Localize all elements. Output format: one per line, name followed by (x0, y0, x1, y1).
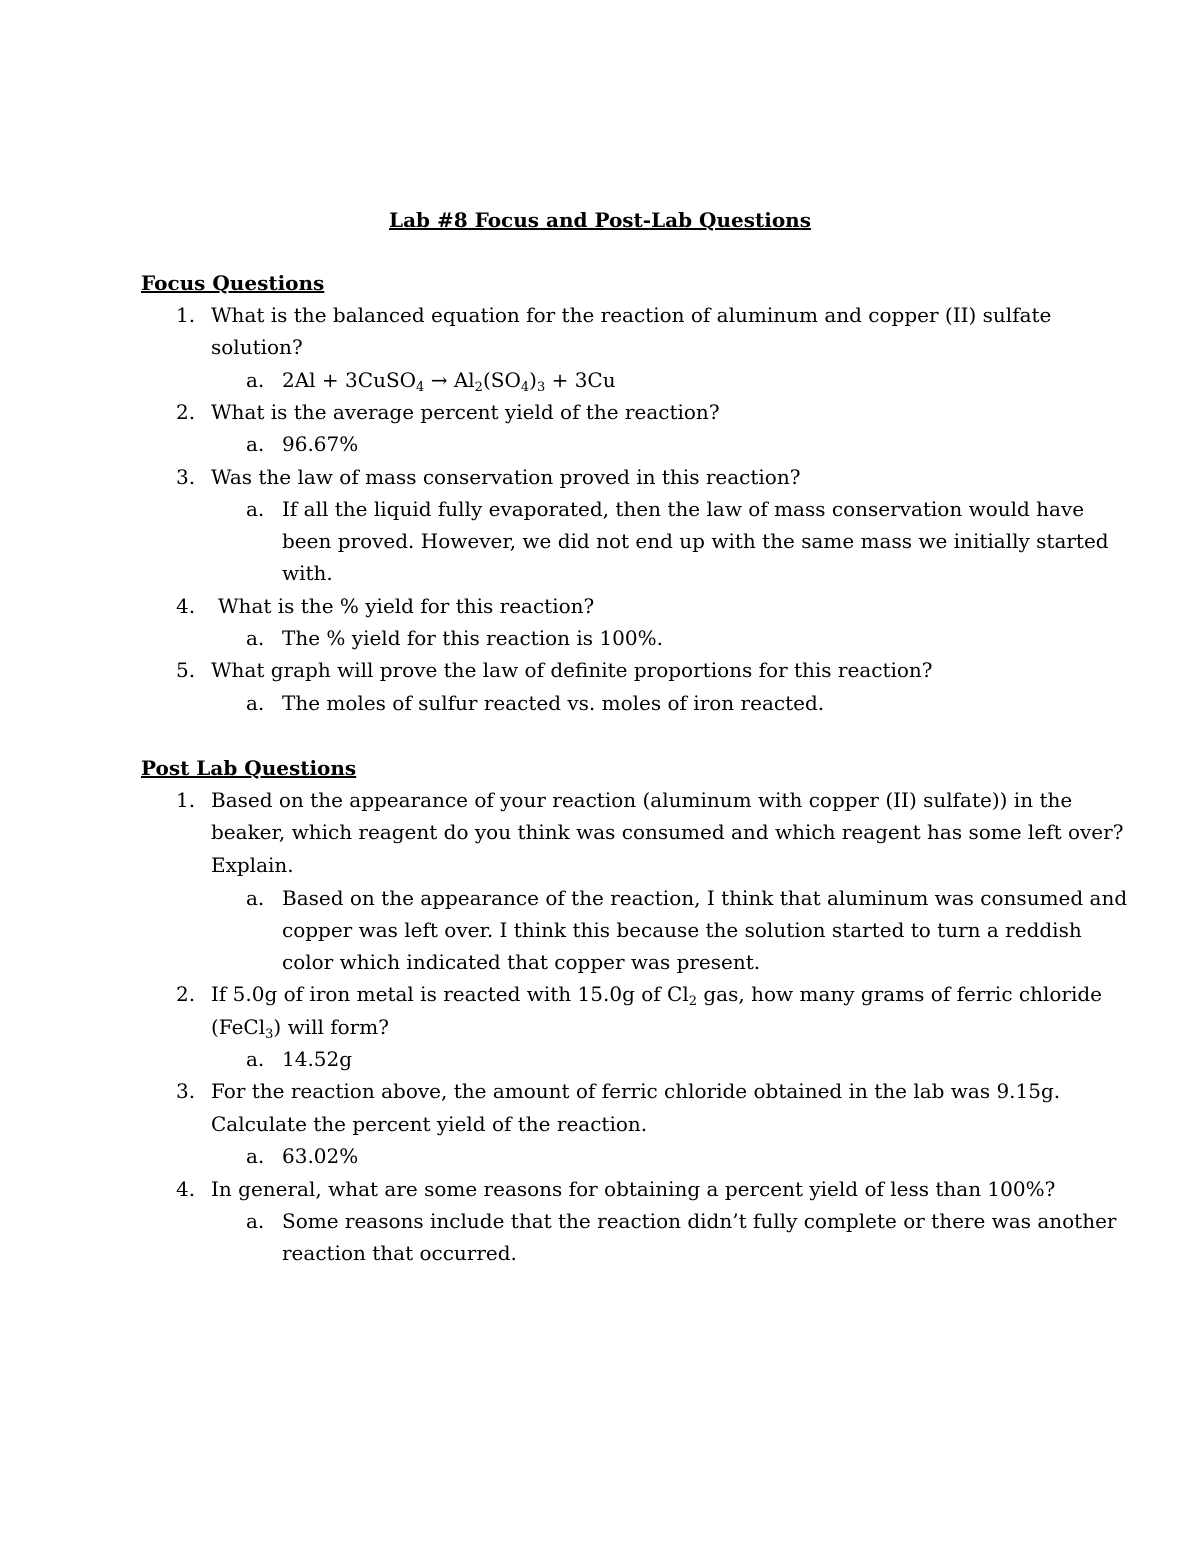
focus-q4-answer-label: a. (246, 626, 265, 650)
post-q4-text: In general, what are some reasons for obtaining a percent yield of less than 100%? (211, 1177, 1056, 1201)
focus-q3-number: 3. (176, 465, 196, 489)
post-q4-number: 4. (176, 1177, 196, 1201)
focus-q4-answer: The % yield for this reaction is 100%. (282, 626, 663, 650)
post-q3-answer-label: a. (246, 1144, 265, 1168)
post-q4-answer-line2: reaction that occurred. (282, 1241, 517, 1265)
post-q3-answer: 63.02% (282, 1144, 359, 1168)
post-q2-text-line1: If 5.0g of iron metal is reacted with 15.0g of $Cl_2$ gas, how many grams of ferric chloride (211, 982, 1103, 1009)
post-q2-answer: 14.52g (282, 1047, 353, 1071)
focus-q5-answer-label: a. (246, 691, 265, 715)
post-lab-questions-heading: Post Lab Questions (141, 756, 357, 780)
post-q2-text-line2: (FeCl$_3$) will form? (211, 1015, 389, 1042)
post-q4-answer-label: a. (246, 1209, 265, 1233)
post-q1-answer-line1: Based on the appearance of the reaction, I think that aluminum was consumed and (282, 886, 1128, 910)
post-q3-text-line2: Calculate the percent yield of the reaction. (211, 1112, 648, 1136)
focus-q1-text-line1: What is the balanced equation for the reaction of aluminum and copper (II) sulfate (211, 303, 1052, 327)
focus-q2-answer-label: a. (246, 432, 265, 456)
focus-q4-text: What is the % yield for this reaction? (218, 594, 595, 618)
post-q1-text-line3: Explain. (211, 853, 294, 877)
post-q1-number: 1. (176, 788, 196, 812)
focus-q3-answer-line1: If all the liquid fully evaporated, then the law of mass conservation would have (282, 497, 1085, 521)
focus-q3-answer-line2: been proved. However, we did not end up with the same mass we initially started (282, 529, 1109, 553)
post-q2-number: 2. (176, 982, 196, 1006)
focus-q3-answer-label: a. (246, 497, 265, 521)
post-q3-number: 3. (176, 1079, 196, 1103)
focus-q2-text: What is the average percent yield of the reaction? (211, 400, 720, 424)
post-q1-text-line2: beaker, which reagent do you think was consumed and which reagent has some left over? (211, 820, 1124, 844)
post-q3-text-line1: For the reaction above, the amount of ferric chloride obtained in the lab was 9.15g. (211, 1079, 1061, 1103)
focus-q1-number: 1. (176, 303, 196, 327)
focus-q1-equation: 2Al + 3CuSO$_4$ → $Al_2(SO_4)_3 + 3Cu$ (282, 368, 616, 395)
focus-q2-number: 2. (176, 400, 196, 424)
focus-q3-answer-line3: with. (282, 561, 333, 585)
post-q1-answer-line3: color which indicated that copper was present. (282, 950, 761, 974)
post-q2-answer-label: a. (246, 1047, 265, 1071)
post-q4-answer-line1: Some reasons include that the reaction didn’t fully complete or there was another (282, 1209, 1117, 1233)
focus-q3-text: Was the law of mass conservation proved in this reaction? (211, 465, 801, 489)
focus-q1-text-line2: solution? (211, 335, 303, 359)
focus-q1-answer-label: a. (246, 368, 265, 392)
focus-q5-number: 5. (176, 658, 196, 682)
focus-q4-number: 4. (176, 594, 196, 618)
focus-q5-text: What graph will prove the law of definite proportions for this reaction? (211, 658, 933, 682)
page-title: Lab #8 Focus and Post-Lab Questions (389, 208, 811, 232)
post-q1-answer-label: a. (246, 886, 265, 910)
focus-q2-answer: 96.67% (282, 432, 359, 456)
post-q1-text-line1: Based on the appearance of your reaction (aluminum with copper (II) sulfate)) in the (211, 788, 1073, 812)
focus-questions-heading: Focus Questions (141, 271, 325, 295)
post-q1-answer-line2: copper was left over. I think this because the solution started to turn a reddish (282, 918, 1082, 942)
focus-q5-answer: The moles of sulfur reacted vs. moles of iron reacted. (282, 691, 825, 715)
